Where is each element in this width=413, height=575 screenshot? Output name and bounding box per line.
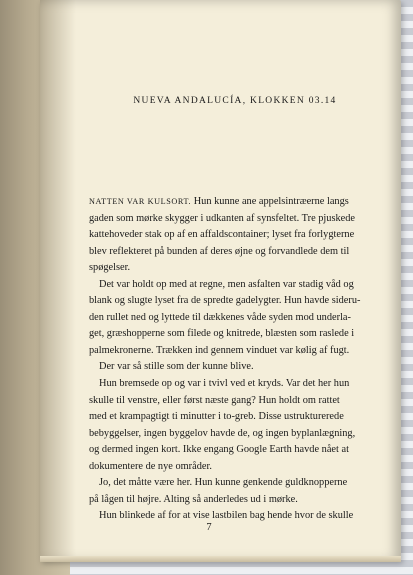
chapter-heading: NUEVA ANDALUCÍA, KLOKKEN 03.14 [133,96,337,106]
text-line [89,194,386,211]
first-line-text: Hun kunne ane appelsintræerne langs [191,196,349,207]
text-line: Hun blinkede af for at vise lastbilen bag hende hvor de skulle [99,510,354,522]
text-line: skulle til venstre, eller først næste gang? Hun holdt om rattet [89,394,340,406]
text-line: kattehoveder stak op af en affaldscontainer; lyset fra forlygterne [89,229,355,241]
text-line: get, græshopperne som filede og knitrede, blæsten som raslede i [89,328,355,340]
text-line: dokumentere de nye områder. [89,460,212,472]
page-stack-edge [40,556,401,562]
text-line: Hun bremsede op og var i tvivl ved et kryds. Var det her hun [99,378,350,390]
body-text [89,194,386,525]
text-line: på lågen til højre. Alting så anderledes ud i mørke. [89,493,298,505]
text-line: Det var holdt op med at regne, men asfalten var stadig våd og [99,278,354,290]
text-line: Der var så stille som der kunne blive. [99,361,254,373]
page-number: 7 [206,522,212,533]
text-line: den rullet ned og lyttede til dækkenes våde syden mod underla- [89,311,351,323]
page-gutter-shadow [40,0,76,562]
text-line: gaden som mørke skygger i udkanten af synsfeltet. Tre pjuskede [89,212,356,224]
text-line: spøgelser. [89,262,131,274]
text-line: blank og slugte lyset fra de spredte gadelygter. Hun havde sideru- [89,295,361,307]
text-line: bebyggelser, ingen byggelov havde de, og ingen byplanlægning, [89,427,356,439]
text-line: blev reflekteret på bunden af deres øjne og forvandlede dem til [89,245,350,257]
text-line: palmekronerne. Trækken ind gennem vinduet var kølig af fugt. [89,344,350,356]
text-line: og dermed ingen kort. Ikke engang Google Earth havde nået at [89,444,349,456]
lead-in-small-caps: NATTEN VAR KULSORT. [89,197,192,206]
text-line: Jo, det måtte være her. Hun kunne genkende guldknopperne [99,477,348,489]
text-line: med et krampagtigt ti minutter i to-greb. Disse ustrukturerede [89,411,344,423]
